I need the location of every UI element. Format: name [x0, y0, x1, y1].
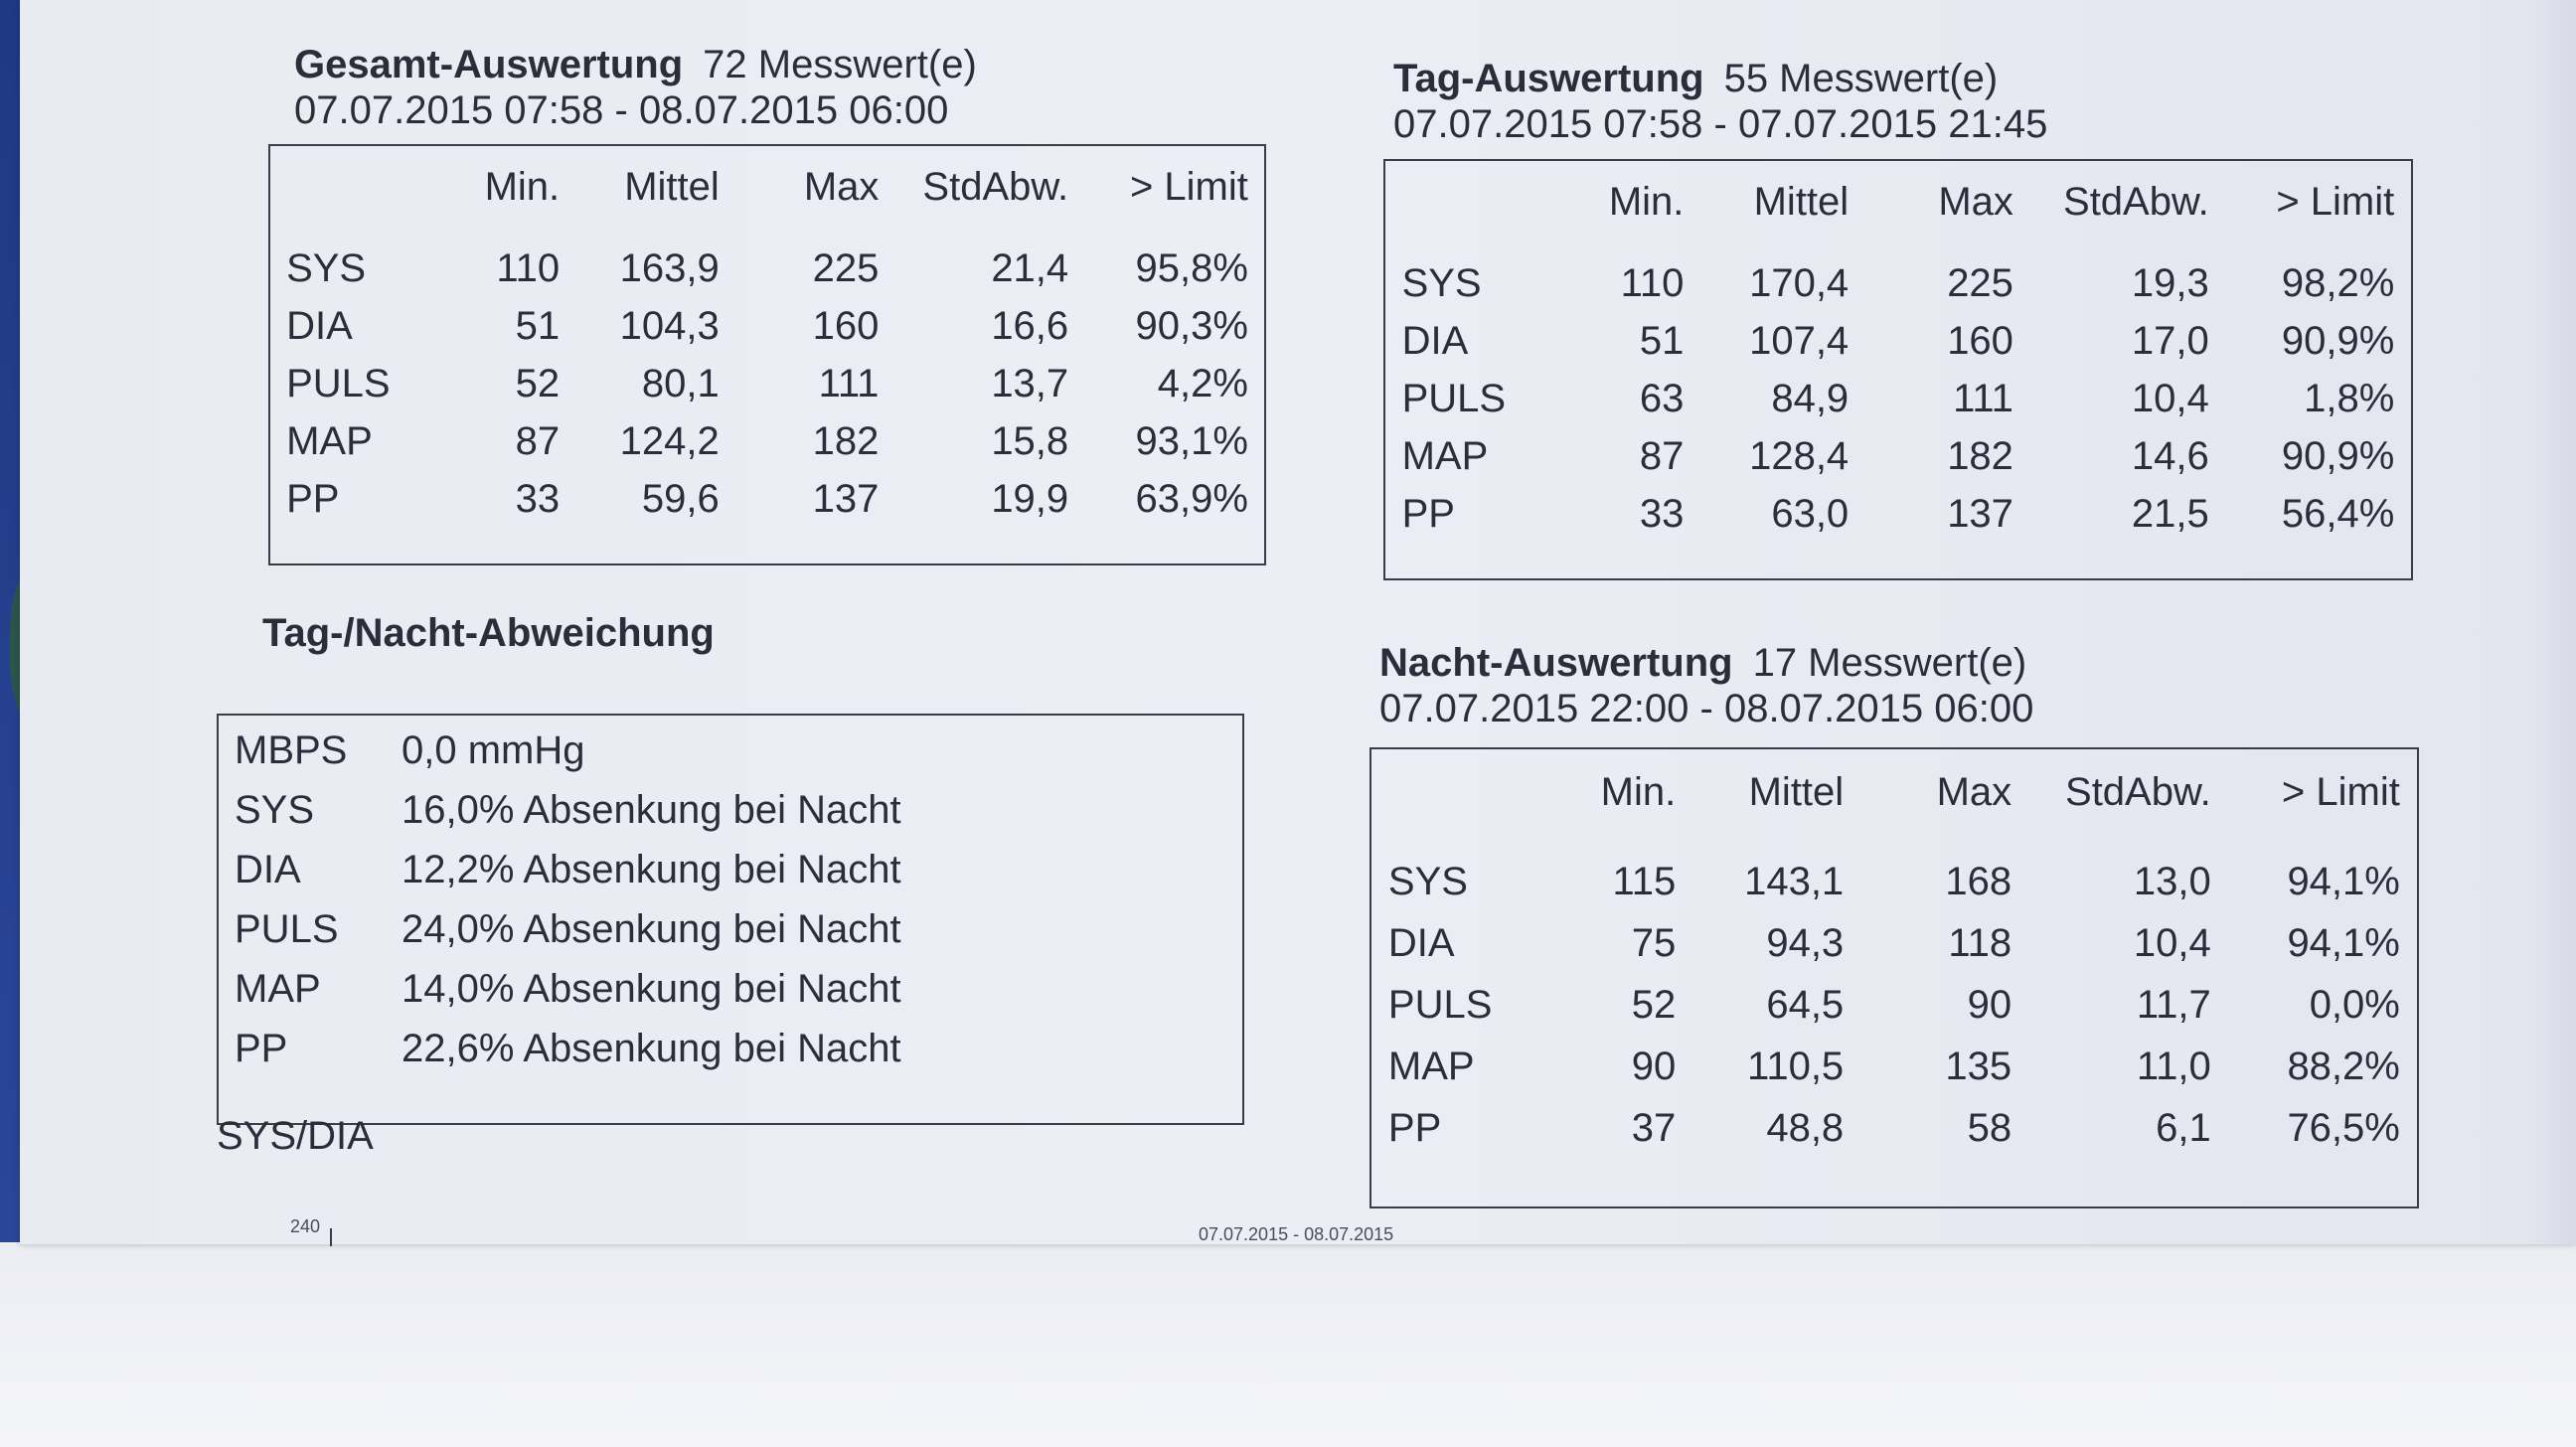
table-cell-std: 10,4 [2133, 921, 2211, 965]
table-cell-min: 63 [1639, 377, 1685, 420]
deviation-value: 0,0 mmHg [402, 728, 585, 772]
row-label: SYS [286, 246, 367, 290]
table-cell-max: 182 [812, 419, 880, 463]
column-header: Min. [1600, 770, 1677, 814]
chart-axis-tick [330, 1228, 332, 1246]
sysdia-chart-title: SYS/DIA [217, 1114, 374, 1158]
nacht-header [1379, 640, 2033, 731]
nacht-table [1369, 747, 2419, 1208]
table-cell-limit: 95,8% [1135, 246, 1248, 290]
chart-date-range: 07.07.2015 - 08.07.2015 [1199, 1224, 1394, 1244]
tag-table [1383, 159, 2413, 580]
table-cell-limit: 90,3% [1135, 304, 1248, 348]
table-cell-max: 160 [1947, 319, 2013, 363]
background-white-surface [0, 1242, 2576, 1447]
table-cell-limit: 4,2% [1157, 362, 1248, 405]
column-header: Min. [1608, 180, 1685, 224]
deviation-row [235, 1026, 901, 1071]
table-cell-mittel: 104,3 [619, 304, 720, 348]
deviation-row [235, 727, 585, 773]
deviation-title: Tag-/Nacht-Abweichung [262, 611, 715, 655]
table-cell-max: 182 [1947, 434, 2013, 478]
table-cell-std: 6,1 [2156, 1106, 2211, 1150]
gesamt-title: Gesamt-Auswertung [294, 43, 684, 86]
table-cell-limit: 76,5% [2287, 1106, 2400, 1150]
deviation-value: 24,0% Absenkung bei Nacht [402, 907, 901, 951]
table-cell-std: 21,5 [2131, 492, 2209, 536]
table-cell-mittel: 63,0 [1771, 492, 1850, 536]
table-cell-min: 33 [515, 477, 561, 521]
column-header: Mittel [1753, 180, 1850, 224]
row-label: DIA [1401, 319, 1469, 363]
deviation-value: 16,0% Absenkung bei Nacht [402, 788, 901, 832]
table-cell-mittel: 124,2 [619, 419, 720, 463]
deviation-label: PULS [235, 907, 339, 951]
table-cell-std: 19,9 [991, 477, 1069, 521]
table-cell-max: 137 [812, 477, 880, 521]
deviation-label: PP [235, 1027, 288, 1070]
nacht-count: 17 Messwert(e) [1752, 641, 2027, 685]
column-header: Min. [484, 165, 561, 209]
table-cell-limit: 0,0% [2309, 983, 2400, 1027]
row-label: PP [1387, 1106, 1442, 1150]
deviation-label: MAP [235, 967, 321, 1011]
row-label: MAP [1401, 434, 1489, 478]
table-cell-std: 21,4 [991, 246, 1069, 290]
table-cell-std: 15,8 [991, 419, 1069, 463]
tag-header [1393, 56, 2047, 147]
table-cell-std: 17,0 [2131, 319, 2209, 363]
table-cell-mittel: 59,6 [641, 477, 720, 521]
row-label: MAP [1387, 1045, 1475, 1088]
table-cell-limit: 90,9% [2281, 319, 2395, 363]
table-cell-min: 33 [1639, 492, 1685, 536]
deviation-label: SYS [235, 788, 315, 832]
table-cell-max: 58 [1967, 1106, 2012, 1150]
table-cell-mittel: 48,8 [1766, 1106, 1845, 1150]
table-cell-max: 135 [1945, 1045, 2012, 1088]
table-cell-limit: 94,1% [2287, 921, 2400, 965]
gesamt-table [268, 144, 1266, 565]
table-cell-std: 13,7 [991, 362, 1069, 405]
gesamt-range: 07.07.2015 07:58 - 08.07.2015 06:00 [294, 88, 949, 132]
table-cell-mittel: 64,5 [1766, 983, 1845, 1027]
nacht-range: 07.07.2015 22:00 - 08.07.2015 06:00 [1379, 687, 2034, 730]
table-cell-mittel: 143,1 [1744, 860, 1845, 903]
deviation-header [262, 610, 715, 656]
column-header: StdAbw. [2065, 770, 2211, 814]
table-cell-max: 225 [812, 246, 880, 290]
deviation-row [235, 966, 901, 1012]
gesamt-count: 72 Messwert(e) [703, 43, 977, 86]
paper-shadow [2524, 0, 2576, 1244]
table-cell-mittel: 84,9 [1771, 377, 1850, 420]
chart-axis-max: 240 [290, 1216, 321, 1236]
table-cell-limit: 88,2% [2287, 1045, 2400, 1088]
table-cell-std: 10,4 [2131, 377, 2209, 420]
tag-count: 55 Messwert(e) [1723, 57, 1999, 100]
column-header: StdAbw. [2063, 180, 2209, 224]
row-label: PP [1401, 492, 1455, 536]
table-cell-std: 14,6 [2131, 434, 2209, 478]
tag-range: 07.07.2015 07:58 - 07.07.2015 21:45 [1393, 102, 2048, 146]
table-cell-max: 90 [1967, 983, 2012, 1027]
table-cell-mittel: 170,4 [1749, 261, 1850, 305]
tag-title: Tag-Auswertung [1393, 57, 1704, 100]
table-cell-min: 75 [1631, 921, 1677, 965]
column-header: Mittel [1748, 770, 1845, 814]
table-cell-limit: 63,9% [1135, 477, 1248, 521]
row-label: PULS [1387, 983, 1493, 1027]
table-cell-mittel: 107,4 [1749, 319, 1850, 363]
column-header: > Limit [1129, 165, 1248, 209]
deviation-table [217, 714, 1244, 1125]
nacht-title: Nacht-Auswertung [1379, 641, 1733, 685]
table-cell-min: 51 [1639, 319, 1685, 363]
table-cell-min: 110 [496, 246, 561, 290]
column-header: Max [1938, 180, 2013, 224]
deviation-row [235, 847, 901, 892]
table-cell-std: 11,0 [2136, 1045, 2211, 1088]
table-cell-std: 16,6 [991, 304, 1069, 348]
row-label: PULS [1401, 377, 1507, 420]
deviation-value: 22,6% Absenkung bei Nacht [402, 1027, 901, 1070]
deviation-row [235, 906, 901, 952]
table-cell-max: 118 [1948, 921, 2012, 965]
column-header: > Limit [2281, 770, 2400, 814]
table-cell-min: 37 [1631, 1106, 1677, 1150]
table-cell-min: 87 [515, 419, 561, 463]
row-label: SYS [1387, 860, 1468, 903]
table-cell-limit: 98,2% [2281, 261, 2395, 305]
table-cell-min: 87 [1639, 434, 1685, 478]
row-label: DIA [286, 304, 353, 348]
table-cell-limit: 93,1% [1135, 419, 1248, 463]
table-cell-limit: 1,8% [2304, 377, 2395, 420]
table-cell-mittel: 80,1 [641, 362, 720, 405]
column-header: > Limit [2276, 180, 2395, 224]
row-label: SYS [1401, 261, 1482, 305]
column-header: Max [803, 165, 880, 209]
column-header: StdAbw. [922, 165, 1069, 209]
table-cell-mittel: 110,5 [1747, 1045, 1845, 1088]
table-cell-std: 11,7 [2136, 983, 2211, 1027]
column-header: Mittel [624, 165, 720, 209]
row-label: PP [286, 477, 340, 521]
table-cell-min: 52 [515, 362, 561, 405]
table-cell-min: 115 [1612, 860, 1677, 903]
row-label: PULS [286, 362, 391, 405]
table-cell-limit: 94,1% [2287, 860, 2400, 903]
table-cell-max: 168 [1945, 860, 2012, 903]
table-cell-mittel: 94,3 [1766, 921, 1845, 965]
table-cell-max: 225 [1947, 261, 2013, 305]
table-cell-min: 51 [515, 304, 561, 348]
row-label: MAP [286, 419, 373, 463]
table-cell-min: 90 [1631, 1045, 1677, 1088]
table-cell-mittel: 163,9 [619, 246, 720, 290]
table-cell-limit: 56,4% [2281, 492, 2395, 536]
table-cell-max: 111 [818, 362, 880, 405]
column-header: Max [1936, 770, 2012, 814]
deviation-value: 12,2% Absenkung bei Nacht [402, 848, 901, 891]
deviation-value: 14,0% Absenkung bei Nacht [402, 967, 901, 1011]
table-cell-min: 52 [1631, 983, 1677, 1027]
gesamt-header [294, 42, 977, 133]
table-cell-std: 13,0 [2133, 860, 2211, 903]
deviation-row [235, 787, 901, 833]
table-cell-max: 137 [1947, 492, 2013, 536]
table-cell-min: 110 [1620, 261, 1685, 305]
deviation-label: MBPS [235, 728, 348, 772]
table-cell-mittel: 128,4 [1749, 434, 1850, 478]
table-cell-max: 160 [812, 304, 880, 348]
row-label: DIA [1387, 921, 1455, 965]
deviation-label: DIA [235, 848, 301, 891]
table-cell-max: 111 [1953, 377, 2013, 420]
table-cell-limit: 90,9% [2281, 434, 2395, 478]
table-cell-std: 19,3 [2131, 261, 2209, 305]
